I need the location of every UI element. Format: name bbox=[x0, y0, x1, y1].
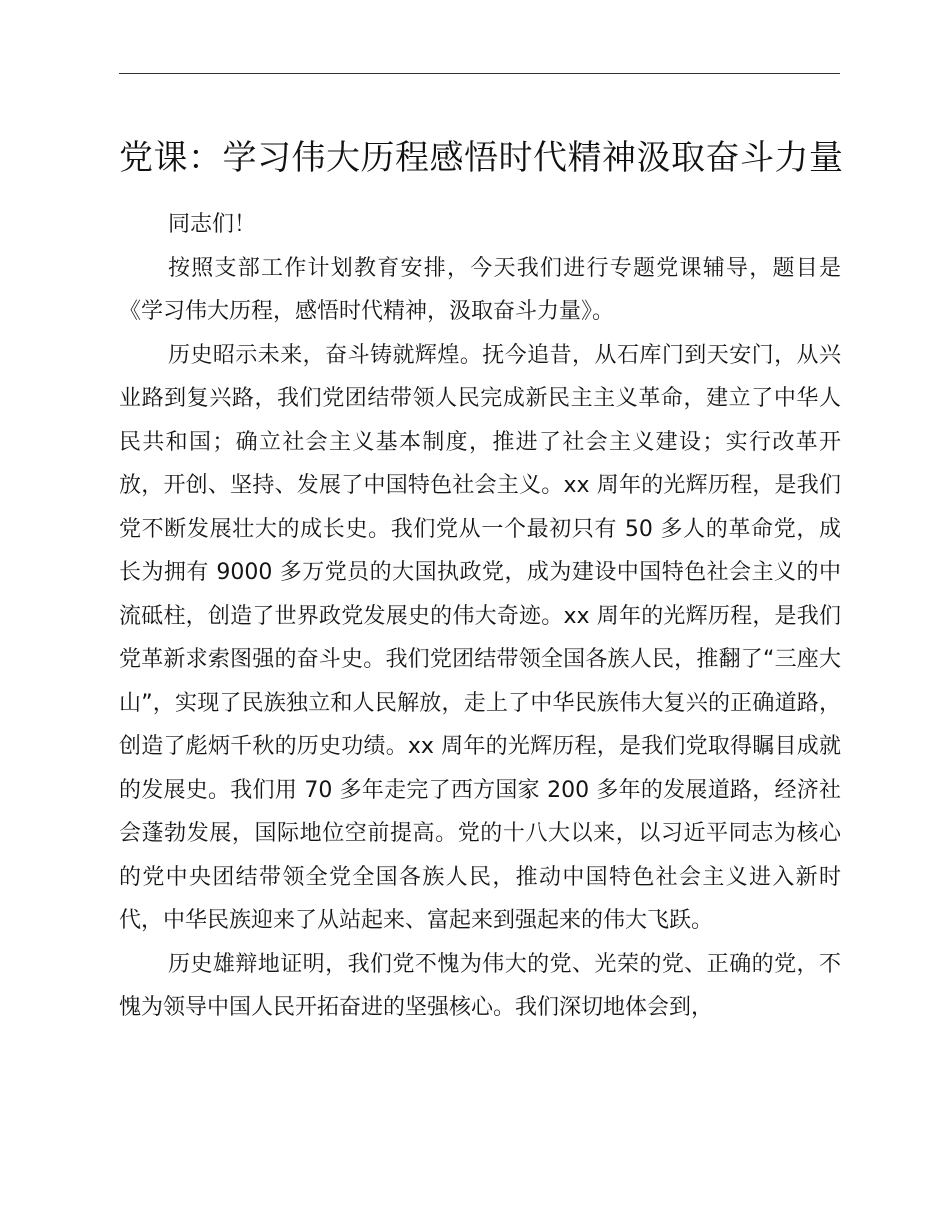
paragraph-greeting: 同志们！ bbox=[168, 212, 257, 237]
paragraph-conclusion: 历史雄辩地证明，我们党不愧为伟大的党、光荣的党、正确的党，不愧为领导中国人民开拓奋进的坚强核心。我们深切地体会到， bbox=[119, 951, 841, 1020]
document-body bbox=[119, 203, 841, 1030]
header-rule bbox=[119, 73, 840, 74]
document-title: 党课：学习伟大历程感悟时代精神汲取奋斗力量 bbox=[119, 138, 844, 178]
paragraph-history: 历史昭示未来，奋斗铸就辉煌。抚今追昔，从石库门到天安门，从兴业路到复兴路，我们党团结带领人民完成新民主主义革命，建立了中华人民共和国；确立社会主义基本制度，推进了社会主义建设；实行改革开放，开创、坚持、发展了中国特色社会主义。xx 周年的光辉历程，是我们党不断发展壮大的成长史。我们党从一个最初只有 50 多人的革命党，成长为拥有 9000 多万党员的大国执政党，成为建设中国特色社会主义的中流砥柱，创造了世界政党发展史的伟大奇迹。xx 周年的光辉历程，是我们党革新求索图强的奋斗史。我们党团结带领全国各族人民，推翻了“三座大山”，实现了民族独立和人民解放，走上了中华民族伟大复兴的正确道路，创造了彪炳千秋的历史功绩。xx 周年的光辉历程，是我们党取得瞩目成就的发展史。我们用 70 多年走完了西方国家 200 多年的发展道路，经济社会蓬勃发展，国际地位空前提高。党的十八大以来，以习近平同志为核心的党中央团结带领全党全国各族人民，推动中国特色社会主义进入新时代，中华民族迎来了从站起来、富起来到强起来的伟大飞跃。 bbox=[119, 342, 841, 933]
paragraph-topic: 按照支部工作计划教育安排，今天我们进行专题党课辅导，题目是《学习伟大历程，感悟时代精神，汲取奋斗力量》。 bbox=[119, 255, 841, 324]
